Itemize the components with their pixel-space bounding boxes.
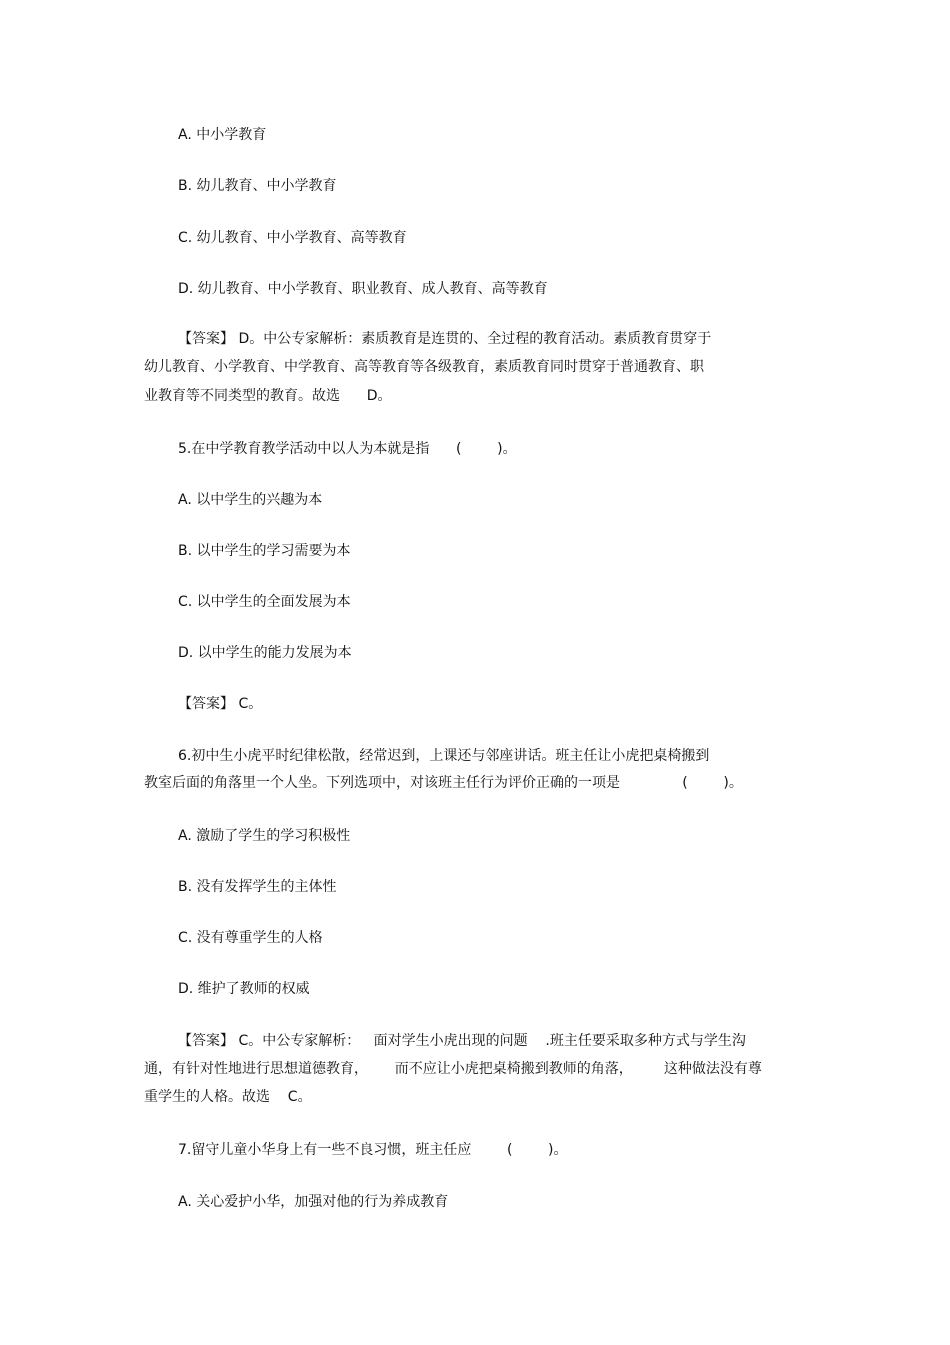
q6-option-c: C. 没有尊重学生的人格 [178,930,323,946]
q6-option-b: B. 没有发挥学生的主体性 [178,879,337,895]
q7-option-a: A. 关心爱护小华，加强对他的行为养成教育 [178,1194,449,1210]
q7-question: 7.留守儿童小华身上有一些不良习惯，班主任应 ( )。 [178,1142,568,1158]
q4-option-b: B. 幼儿教育、中小学教育 [178,178,337,194]
q4-option-a: A. 中小学教育 [178,127,267,143]
q6-question-line-1: 6.初中生小虎平时纪律松散，经常迟到，上课还与邻座讲话。班主任让小虎把桌椅搬到 [178,748,710,764]
q6-question-line-2: 教室后面的角落里一个人坐。下列选项中，对该班主任行为评价正确的一项是 ( )。 [144,775,743,791]
q4-answer-line-3: 业教育等不同类型的教育。故选 D。 [144,388,392,404]
q6-answer-line-3: 重学生的人格。故选 C。 [144,1089,312,1105]
q6-answer-line-2: 通，有针对性地进行思想道德教育， 而不应让小虎把桌椅搬到教师的角落， 这种做法没有尊 [144,1061,762,1077]
q5-option-d: D. 以中学生的能力发展为本 [178,645,352,661]
q6-answer-line-1: 【答案】 C。中公专家解析： 面对学生小虎出现的问题 .班主任要采取多种方式与学生沟 [178,1033,746,1049]
q5-answer: 【答案】 C。 [178,696,263,712]
q5-option-a: A. 以中学生的兴趣为本 [178,492,323,508]
q5-option-b: B. 以中学生的学习需要为本 [178,543,351,559]
q5-question: 5.在中学教育教学活动中以人为本就是指 ( )。 [178,441,517,457]
q5-option-c: C. 以中学生的全面发展为本 [178,594,351,610]
q4-option-d: D. 幼儿教育、中小学教育、职业教育、成人教育、高等教育 [178,281,548,297]
q6-option-a: A. 激励了学生的学习积极性 [178,828,351,844]
q6-option-d: D. 维护了教师的权威 [178,981,310,997]
q4-answer-line-1: 【答案】 D。中公专家解析：素质教育是连贯的、全过程的教育活动。素质教育贯穿于 [178,331,712,347]
q4-answer-line-2: 幼儿教育、小学教育、中学教育、高等教育等各级教育，素质教育同时贯穿于普通教育、职 [144,359,704,375]
q4-option-c: C. 幼儿教育、中小学教育、高等教育 [178,230,407,246]
